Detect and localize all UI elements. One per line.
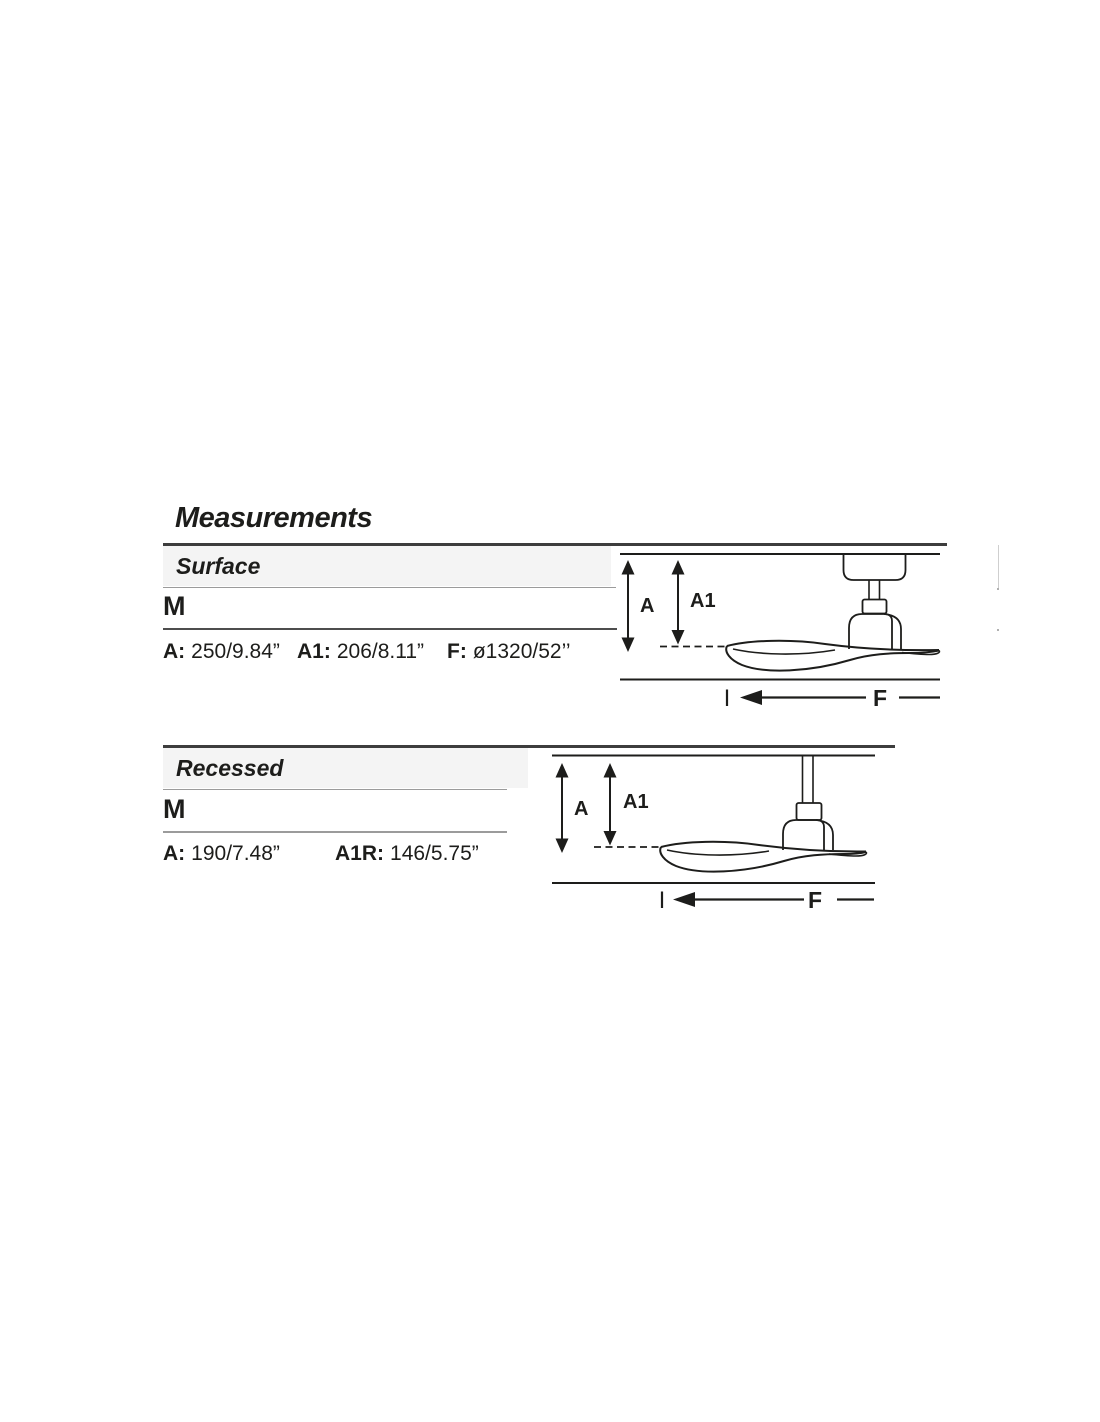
fan-blade	[726, 641, 939, 671]
surface-diagram-label-f: F	[873, 685, 888, 711]
dimension-arrow-a	[556, 763, 569, 853]
fan-canopy	[844, 554, 906, 580]
page-title: Measurements	[175, 502, 373, 534]
dimension-f	[727, 690, 940, 707]
surface-diagram-label-a1: A1	[690, 590, 716, 612]
surface-measure-f-label: F:	[447, 640, 467, 663]
fan-downrod	[803, 756, 814, 803]
surface-header-underline	[163, 587, 616, 588]
surface-measure-f	[447, 641, 571, 662]
dimension-arrow-a	[622, 560, 635, 652]
surface-measure-a-value: 250/9.84”	[191, 640, 280, 663]
recessed-diagram-label-f: F	[808, 887, 823, 913]
recessed-measure-a1r-value: 146/5.75”	[390, 842, 479, 865]
surface-measure-a-label: A:	[163, 640, 186, 663]
recessed-measure-a	[163, 843, 280, 864]
surface-measure-a	[163, 641, 280, 662]
recessed-diagram-label-a: A	[574, 798, 589, 820]
dimension-f	[662, 892, 874, 909]
surface-diagram-label-a: A	[640, 595, 655, 617]
recessed-measure-a-label: A:	[163, 842, 186, 865]
fan-downrod	[869, 580, 880, 600]
surface-measure-a1-value: 206/8.11”	[336, 640, 425, 663]
dimension-arrow-a1	[604, 763, 617, 846]
surface-measure-a1	[297, 641, 424, 662]
surface-header-band	[163, 546, 611, 586]
fan-coupler	[797, 803, 822, 820]
recessed-header-band	[163, 748, 528, 788]
surface-header-label: Surface	[176, 552, 261, 579]
dimension-arrow-a1	[672, 560, 685, 645]
surface-model: M	[163, 591, 186, 621]
recessed-measure-a1r-label: A1R:	[335, 842, 385, 865]
page-edge-artifact	[998, 545, 999, 589]
recessed-model: M	[163, 794, 186, 824]
recessed-measure-a1r	[335, 843, 479, 864]
fan-motor	[849, 614, 892, 649]
recessed-fan-diagram	[545, 740, 985, 918]
surface-measure-f-value: ø1320/52’’	[472, 640, 571, 663]
page-edge-dot	[997, 588, 999, 590]
surface-model-underline	[163, 628, 617, 630]
recessed-measure-a-value: 190/7.48”	[191, 842, 280, 865]
fan-blade	[660, 842, 866, 872]
surface-measure-a1-label: A1:	[297, 640, 331, 663]
recessed-diagram-label-a1: A1	[623, 791, 649, 813]
fan-motor	[783, 820, 824, 850]
page-edge-dot	[997, 629, 999, 631]
recessed-model-underline	[163, 831, 507, 833]
recessed-header-label: Recessed	[176, 754, 284, 781]
recessed-header-underline	[163, 789, 507, 790]
fan-coupler	[863, 600, 887, 614]
surface-fan-diagram	[610, 536, 1010, 716]
